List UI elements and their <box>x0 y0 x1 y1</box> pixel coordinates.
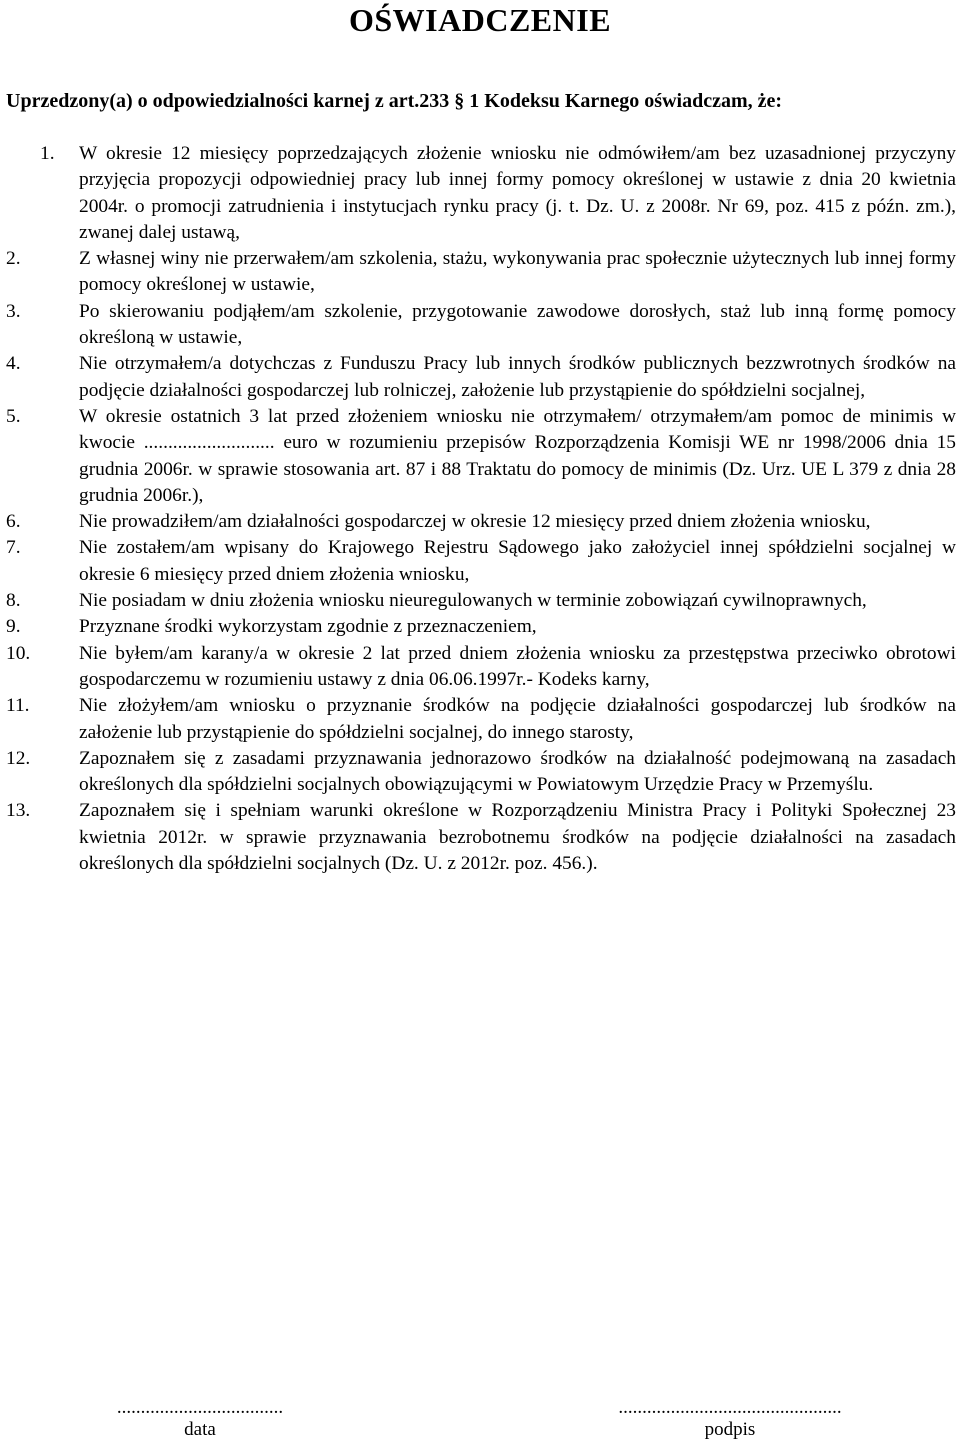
item-text: Nie byłem/am karany/a w okresie 2 lat przed dniem złożenia wniosku za przestępstwa przeciwko obrotowi gospodarczemu w rozumieniu ustawy z dnia 06.06.1997r.- Kodeks karny, <box>79 642 956 690</box>
list-item <box>6 535 956 588</box>
item-text: Zapoznałem się i spełniam warunki określone w Rozporządzeniu Ministra Pracy i Polityki Społecznej 23 kwietnia 2012r. w sprawie przyznawania bezrobotnemu środków na podjęcie działalności na zasadach określonych dla spółdzielni socjalnych (Dz. U. z 2012r. poz. 456.). <box>79 800 956 875</box>
item-number: 1. <box>40 143 55 164</box>
item-number: 13. <box>6 800 31 822</box>
item-number: 3. <box>6 300 21 322</box>
list-item <box>6 351 956 404</box>
date-signature-block <box>70 1398 330 1442</box>
item-number: 6. <box>6 511 21 533</box>
date-dotted-line: ................................... <box>116 1397 284 1418</box>
list-item <box>6 641 956 694</box>
signature-label: podpis <box>704 1419 756 1440</box>
list-item <box>6 746 956 799</box>
list-item <box>6 404 956 509</box>
item-text: W okresie 12 miesięcy poprzedzających złożenie wniosku nie odmówiłem/am bez uzasadnionej przyczyny przyjęcia propozycji odpowiedniej pracy lub innej formy pomocy określonej w ustawie z dnia 20 kwietnia 2004r. o promocji zatrudnienia i instytucjach rynku pracy (j. t. Dz. U. z 2008r. Nr 69, poz. 415 z późn. zm.), zwanej dalej ustawą, <box>79 143 956 243</box>
item-text: Z własnej winy nie przerwałem/am szkolenia, stażu, wykonywania prac społecznie użytecznych lub innej formy pomocy określonej w ustawie, <box>79 248 956 296</box>
list-item <box>6 614 956 640</box>
document-title: OŚWIADCZENIE <box>348 2 612 38</box>
item-text: Zapoznałem się z zasadami przyznawania jednorazowo środków na działalność podejmowaną na zasadach określonych dla spółdzielni socjalnych obowiązującymi w Powiatowym Urzędzie Pracy w Przemyślu. <box>79 747 956 796</box>
item-text: Nie złożyłem/am wniosku o przyznanie środków na podjęcie działalności gospodarczej lub środków na założenie lub przystąpienie do spółdzielni socjalnej, do innego starosty, <box>79 695 956 743</box>
signature-block <box>555 1398 905 1442</box>
item-number: 8. <box>6 590 21 612</box>
list-item <box>6 693 956 746</box>
item-text: Przyznane środki wykorzystam zgodnie z przeznaczeniem, <box>79 616 537 638</box>
item-number: 7. <box>6 537 21 559</box>
item-number: 12. <box>6 747 31 769</box>
date-label: data <box>184 1419 216 1440</box>
item-number: 5. <box>6 405 21 427</box>
list-item <box>6 798 956 877</box>
list-item <box>6 141 956 246</box>
declaration-list <box>6 141 956 877</box>
item-text: Po skierowaniu podjąłem/am szkolenie, przygotowanie zawodowe dorosłych, staż lub inną formę pomocy określoną w ustawie, <box>79 300 956 349</box>
list-item <box>6 509 956 535</box>
item-number: 10. <box>6 642 31 664</box>
item-number: 4. <box>6 353 21 375</box>
item-text: Nie posiadam w dniu złożenia wniosku nieuregulowanych w terminie zobowiązań cywilnoprawnych, <box>79 590 867 612</box>
item-text: Nie prowadziłem/am działalności gospodarczej w okresie 12 miesięcy przed dniem złożenia wniosku, <box>79 511 871 533</box>
list-item <box>6 299 956 352</box>
signature-dotted-line: ............................................... <box>618 1397 842 1418</box>
list-item <box>6 588 956 614</box>
list-item <box>6 246 956 299</box>
intro-statement: Uprzedzony(a) o odpowiedzialności karnej z art.233 § 1 Kodeksu Karnego oświadczam, że: <box>6 90 783 112</box>
item-number: 11. <box>6 695 30 717</box>
item-text: Nie zostałem/am wpisany do Krajowego Rejestru Sądowego jako założyciel innej spółdzielni socjalnej w okresie 6 miesięcy przed dniem złożenia wniosku, <box>79 537 956 585</box>
item-text: Nie otrzymałem/a dotychczas z Funduszu Pracy lub innych środków publicznych bezzwrotnych środków na podjęcie działalności gospodarczej lub rolniczej, założenie lub przystąpienie do spółdzielni socjalnej, <box>79 353 956 401</box>
item-number: 9. <box>6 616 21 638</box>
item-number: 2. <box>6 248 21 270</box>
item-text: W okresie ostatnich 3 lat przed złożeniem wniosku nie otrzymałem/ otrzymałem/am pomoc de minimis w kwocie ........................... euro w rozumieniu przepisów Rozporządzenia Komisji WE nr 1998/2006 dnia 15 grudnia 2006r. w sprawie stosowania art. 87 i 88 Traktatu do pomocy de minimis (Dz. Urz. UE L 379 z dnia 28 grudnia 2006r.), <box>79 405 956 506</box>
